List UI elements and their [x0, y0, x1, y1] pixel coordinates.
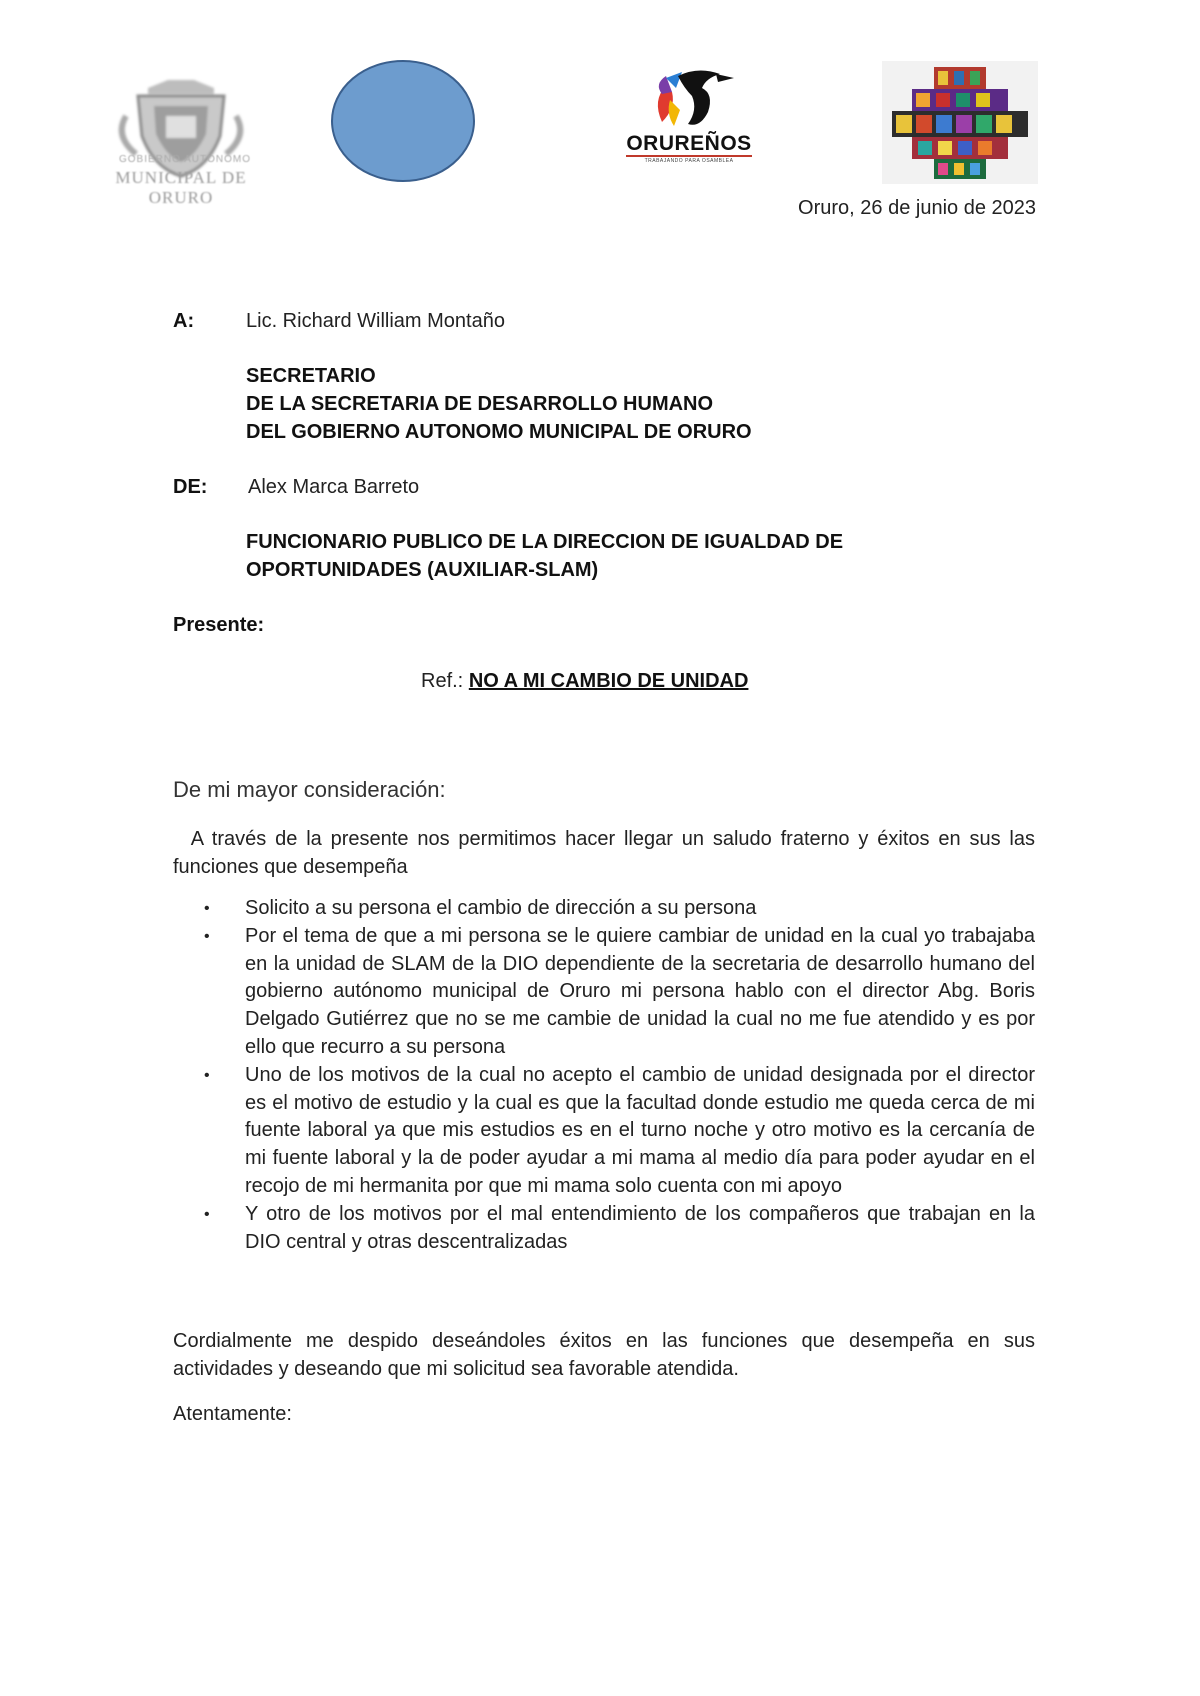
to-title-line-1: SECRETARIO: [246, 365, 376, 387]
list-item-text: Uno de los motivos de la cual no acepto el cambio de unidad designada por el director es el motivo de estudio y la cual es que la facultad donde estudio me queda cerca de mi fuente laboral ya que mis estudios es en el turno noche y otro motivo es la cercanía de mi fuente laboral y la de poder ayudar a mi mama al medio día para poder ayudar en el recojo de mi hermanita por que mi mama solo cuenta con mi apoyo: [245, 1063, 1035, 1197]
chakana-cross-icon: [882, 61, 1038, 184]
to-label: A:: [173, 310, 195, 332]
salutation: De mi mayor consideración:: [173, 777, 446, 802]
municipal-logo-line2: MUNICIPAL DE ORURO: [115, 168, 247, 207]
to-name: Lic. Richard William Montaño: [246, 310, 505, 332]
bullet-glyph: •: [204, 1205, 210, 1223]
orurenos-bird-icon: [622, 66, 756, 134]
from-name: Alex Marca Barreto: [248, 476, 420, 498]
ellipse-shape: [332, 61, 474, 181]
to-title-line-3: DEL GOBIERNO AUTONOMO MUNICIPAL DE ORURO: [246, 421, 752, 443]
intro-paragraph: A través de la presente nos permitimos hacer llegar un saludo fraterno y éxitos en sus las funciones que desempeña: [173, 828, 1041, 878]
bullet-glyph: •: [204, 1066, 210, 1084]
date-line: Oruro, 26 de junio de 2023: [798, 197, 1036, 219]
presente-label: Presente:: [173, 614, 265, 636]
list-item-text: Y otro de los motivos por el mal entendimiento de los compañeros que trabajan en la DIO central y otras descentralizadas: [245, 1202, 1035, 1253]
from-label: DE:: [173, 476, 208, 498]
signoff: Atentamente:: [173, 1403, 292, 1425]
list-item: [173, 895, 1035, 923]
list-item: [173, 1062, 1035, 1201]
reference-line: [421, 667, 748, 695]
request-bullet-list: [173, 895, 1035, 1256]
from-title-line-2: OPORTUNIDADES (AUXILIAR-SLAM): [246, 559, 599, 581]
list-item: [173, 1201, 1035, 1257]
reference-subject: NO A MI CAMBIO DE UNIDAD: [468, 670, 749, 692]
municipal-logo-line1: GOBIERNO AUTÓNOMO: [118, 154, 251, 165]
from-title-line-1: FUNCIONARIO PUBLICO DE LA DIRECCION DE IGUALDAD DE: [246, 531, 844, 553]
to-title-line-2: DE LA SECRETARIA DE DESARROLLO HUMANO: [246, 393, 714, 415]
municipal-logo: [96, 76, 266, 207]
orurenos-tagline: TRABAJANDO PARA OSAMBLEA: [644, 158, 734, 164]
orurenos-wordmark: ORUREÑOS: [626, 132, 752, 155]
blue-ellipse-placeholder: [330, 59, 476, 183]
orurenos-underline: [626, 155, 752, 157]
list-item: [173, 923, 1035, 1062]
closing-paragraph: Cordialmente me despido deseándoles éxitos en las funciones que desempeña en sus actividades y deseando que mi solicitud sea favorable atendida.: [173, 1330, 1035, 1380]
list-item-text: Por el tema de que a mi persona se le quiere cambiar de unidad en la cual yo trabajaba en la unidad de SLAM de la DIO dependiente de la secretaria de desarrollo humano del gobierno autónomo municipal de Oruro mi persona hablo con el director Abg. Boris Delgado Gutiérrez que no se me cambie de unidad la cual no me fue atendido y es por ello que recurro a su persona: [245, 924, 1035, 1058]
andean-cross-logo: [882, 61, 1038, 184]
bullet-glyph: •: [204, 927, 210, 945]
orurenos-logo: [622, 66, 756, 166]
list-item-text: Solicito a su persona el cambio de dirección a su persona: [245, 897, 757, 919]
bullet-glyph: •: [204, 900, 210, 917]
reference-prefix: Ref.:: [421, 670, 464, 692]
